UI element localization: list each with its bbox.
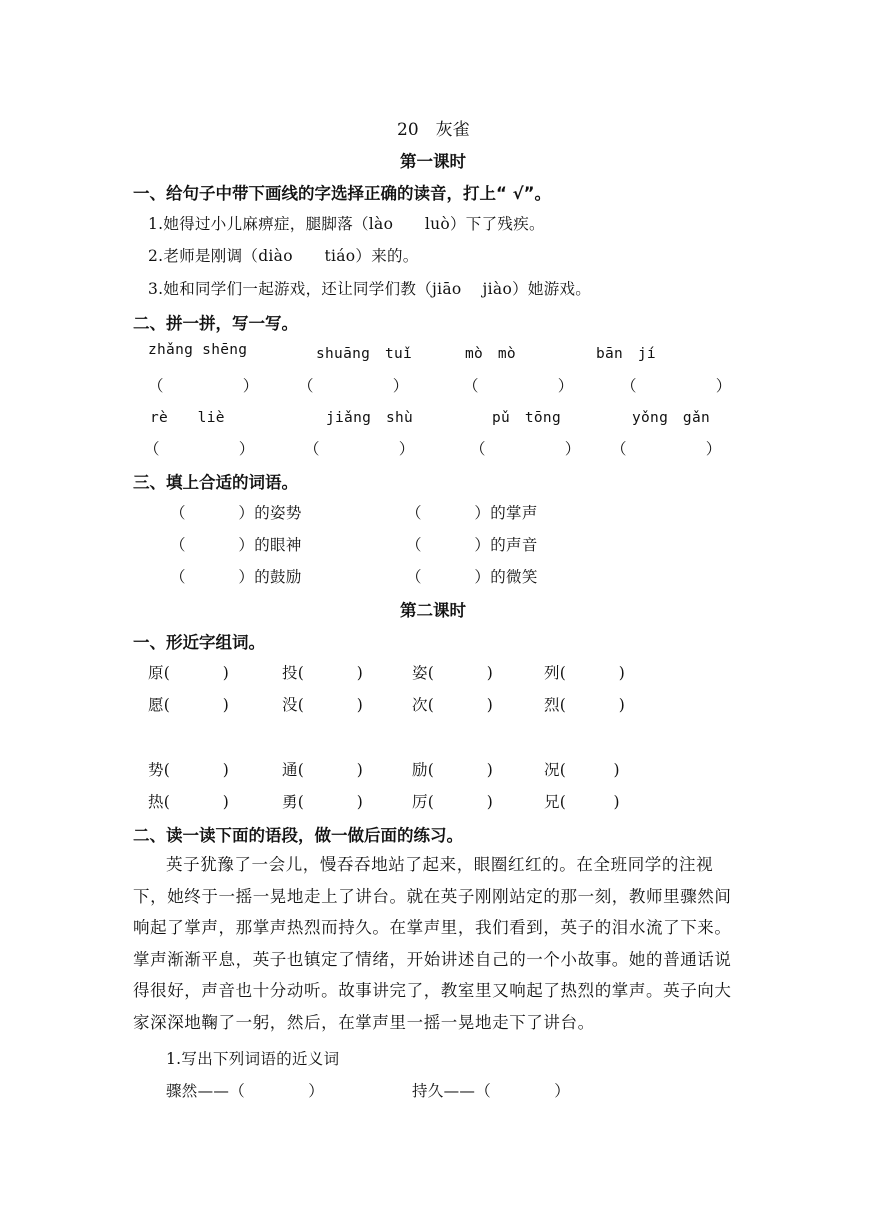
char-item: 兄( ): [544, 793, 620, 811]
char-item: 次( ): [412, 696, 494, 714]
pinyin-4: bān jí: [596, 346, 656, 362]
section-1-heading: 一、给句子中带下画线的字选择正确的读音，打上“ √”。: [133, 184, 551, 203]
section-2-heading: 二、拼一拼，写一写。: [133, 314, 298, 333]
fill-item: （ ）的姿势: [170, 504, 302, 522]
answer-bracket[interactable]: （ ）: [304, 440, 415, 458]
answer-bracket[interactable]: （ ）: [463, 377, 574, 395]
part-2-heading: 二、读一读下面的语段，做一做后面的练习。: [133, 826, 463, 845]
pinyin-7: pǔ tōng: [492, 410, 561, 426]
char-item: 况( ): [544, 761, 620, 779]
char-item: 勇( ): [282, 793, 364, 811]
char-item: 愿( ): [148, 696, 230, 714]
answer-bracket[interactable]: （ ）: [611, 440, 722, 458]
char-item: 原( ): [148, 664, 230, 682]
fill-item: （ ）的微笑: [406, 568, 538, 586]
synonym-item-1: 骤然——（ ）: [166, 1082, 325, 1100]
fill-item: （ ）的掌声: [406, 504, 538, 522]
answer-bracket[interactable]: （ ）: [470, 440, 581, 458]
pinyin-3: mò mò: [465, 346, 516, 362]
char-item: 厉( ): [412, 793, 494, 811]
char-item: 姿( ): [412, 664, 494, 682]
s1-item-3: 3.她和同学们一起游戏，还让同学们教（jiāo jiào）她游戏。: [148, 280, 592, 298]
answer-bracket[interactable]: （ ）: [144, 440, 255, 458]
lesson-1-title: 第一课时: [400, 152, 466, 171]
pinyin-8: yǒng gǎn: [632, 410, 711, 426]
synonym-item-2: 持久——（ ）: [412, 1082, 571, 1100]
char-item: 烈( ): [544, 696, 626, 714]
answer-bracket[interactable]: （ ）: [148, 377, 259, 395]
char-item: 列( ): [544, 664, 626, 682]
reading-paragraph: 英子犹豫了一会儿，慢吞吞地站了起来，眼圈红红的。在全班同学的注视下，她终于一摇一晃地走上了讲台。就在英子刚刚站定的那一刻，教师里骤然间响起了掌声，那掌声热烈而持久。在掌声里，我们看到，英子的泪水流了下来。掌声渐渐平息，英子也镇定了情绪，开始讲述自己的一个小故事。她的普通话说得很好，声音也十分动听。故事讲完了，教室里又响起了热烈的掌声。英子向大家深深地鞠了一躬，然后，在掌声里一摇一晃地走下了讲台。: [133, 855, 732, 1032]
part-1-heading: 一、形近字组词。: [133, 633, 265, 652]
pinyin-5: rè liè: [150, 410, 225, 426]
fill-item: （ ）的声音: [406, 536, 538, 554]
char-item: 通( ): [282, 761, 364, 779]
section-3-heading: 三、填上合适的词语。: [133, 473, 298, 492]
answer-bracket[interactable]: （ ）: [298, 377, 409, 395]
char-item: 热( ): [148, 793, 230, 811]
page-title: 20 灰雀: [397, 120, 470, 140]
answer-bracket[interactable]: （ ）: [621, 377, 732, 395]
s1-item-2: 2.老师是刚调（diào tiáo）来的。: [148, 247, 419, 265]
char-item: 投( ): [282, 664, 364, 682]
pinyin-6: jiǎng shù: [326, 410, 414, 426]
char-item: 没( ): [282, 696, 364, 714]
s1-item-1: 1.她得过小儿麻痹症，腿脚落（lào luò）下了残疾。: [148, 215, 545, 233]
fill-item: （ ）的鼓励: [170, 568, 302, 586]
question-1: 1.写出下列词语的近义词: [166, 1050, 340, 1068]
char-item: 励( ): [412, 761, 494, 779]
pinyin-2: shuāng tuǐ: [316, 346, 413, 362]
fill-item: （ ）的眼神: [170, 536, 302, 554]
lesson-2-title: 第二课时: [400, 601, 466, 620]
pinyin-1: zhǎng shēng: [148, 342, 248, 358]
char-item: 势( ): [148, 761, 230, 779]
